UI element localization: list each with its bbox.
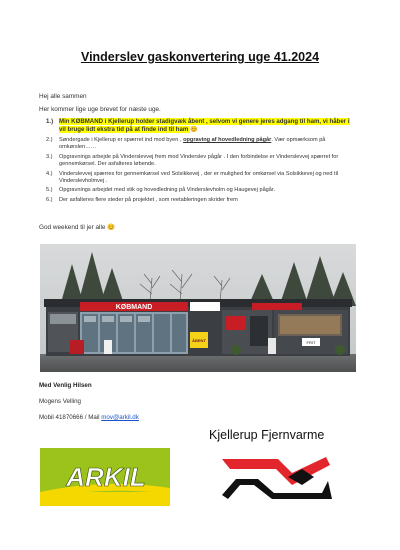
update-list <box>46 118 356 207</box>
list-item-3 <box>46 154 356 168</box>
arkil-logo-text: ARKIL <box>66 462 146 492</box>
emphasis-text: opgraving af hovedledning pågår <box>183 137 272 143</box>
list-item-number: 4.) <box>46 170 53 177</box>
list-item-text: . Vær opmærksom på omkørslen…… <box>59 137 326 151</box>
list-item-number: 5.) <box>46 187 53 194</box>
list-item-text: Søndergade i Kjellerup er spærret ind mod byen , <box>59 137 184 143</box>
closing-text: God weekend til jer alle 😊 <box>39 224 116 231</box>
highlighted-text: Min KØBMAND i Kjellerup holder stadigvæk åbent , selvom vi genere jeres adgang til ham, vi håber i vil bruge lidt ekstra tid på at finde ind til ham <box>59 118 350 134</box>
list-item-text: Opgravnings arbejdet med stik og hovedledning på Vinderslevholm og Haugevej pågår. <box>59 187 276 194</box>
greeting-text: Hej alle sammen <box>39 93 87 100</box>
store-photo <box>40 244 356 372</box>
list-item-1 <box>46 118 356 134</box>
list-item-number: 3.) <box>46 153 53 160</box>
small-sign-text: FRIT <box>306 340 316 345</box>
list-item-text: Opgravnings arbejde på Vinderslevvej frem mod Vinderslev pågår . I den forbindelse er Vinderslevvej spærret for gennemkørsel. Der asfalteres løbende. <box>59 153 339 167</box>
document-title: Vinderslev gaskonvertering uge 41.2024 <box>80 50 320 64</box>
list-item-number: 2.) <box>46 137 53 143</box>
list-item-5 <box>46 187 356 194</box>
email-link[interactable]: mov@arkil.dk <box>101 414 139 421</box>
list-item-number: 1.) <box>46 118 54 125</box>
list-item-2 <box>46 137 356 151</box>
smiley-icon: 😊 <box>107 224 116 231</box>
store-sign-text: KØBMAND <box>115 304 153 311</box>
arkil-logo <box>40 448 170 506</box>
list-item-number: 6.) <box>46 197 53 204</box>
opening-sign-text: ÅBENT <box>192 338 206 343</box>
intro-text: Her kommer lige uge brevet for næste uge. <box>39 106 161 113</box>
signature-regards: Med Venlig Hilsen <box>39 382 92 389</box>
list-item-text: Vinderslevvej spærres for gennemkørsel ved Solsikkevej , der er mulighed for omkørsel via Solsikkevej og ned til Vinderslevholmvej . <box>59 170 339 184</box>
smiley-icon: 😊 <box>190 126 198 134</box>
list-item-4 <box>46 171 356 185</box>
signature-name: Mogens Velling <box>39 398 81 405</box>
list-item-text: Der asfalteres flere steder på projektet , som reetableringen skrider frem <box>59 197 238 204</box>
signature-contact: Mobil 41870666 / Mail mov@arkil.dk <box>39 414 139 421</box>
kjellerup-fjernvarme-title: Kjellerup Fjernvarme <box>209 428 325 442</box>
kjellerup-fjernvarme-logo <box>218 451 333 501</box>
list-item-6 <box>46 197 356 204</box>
